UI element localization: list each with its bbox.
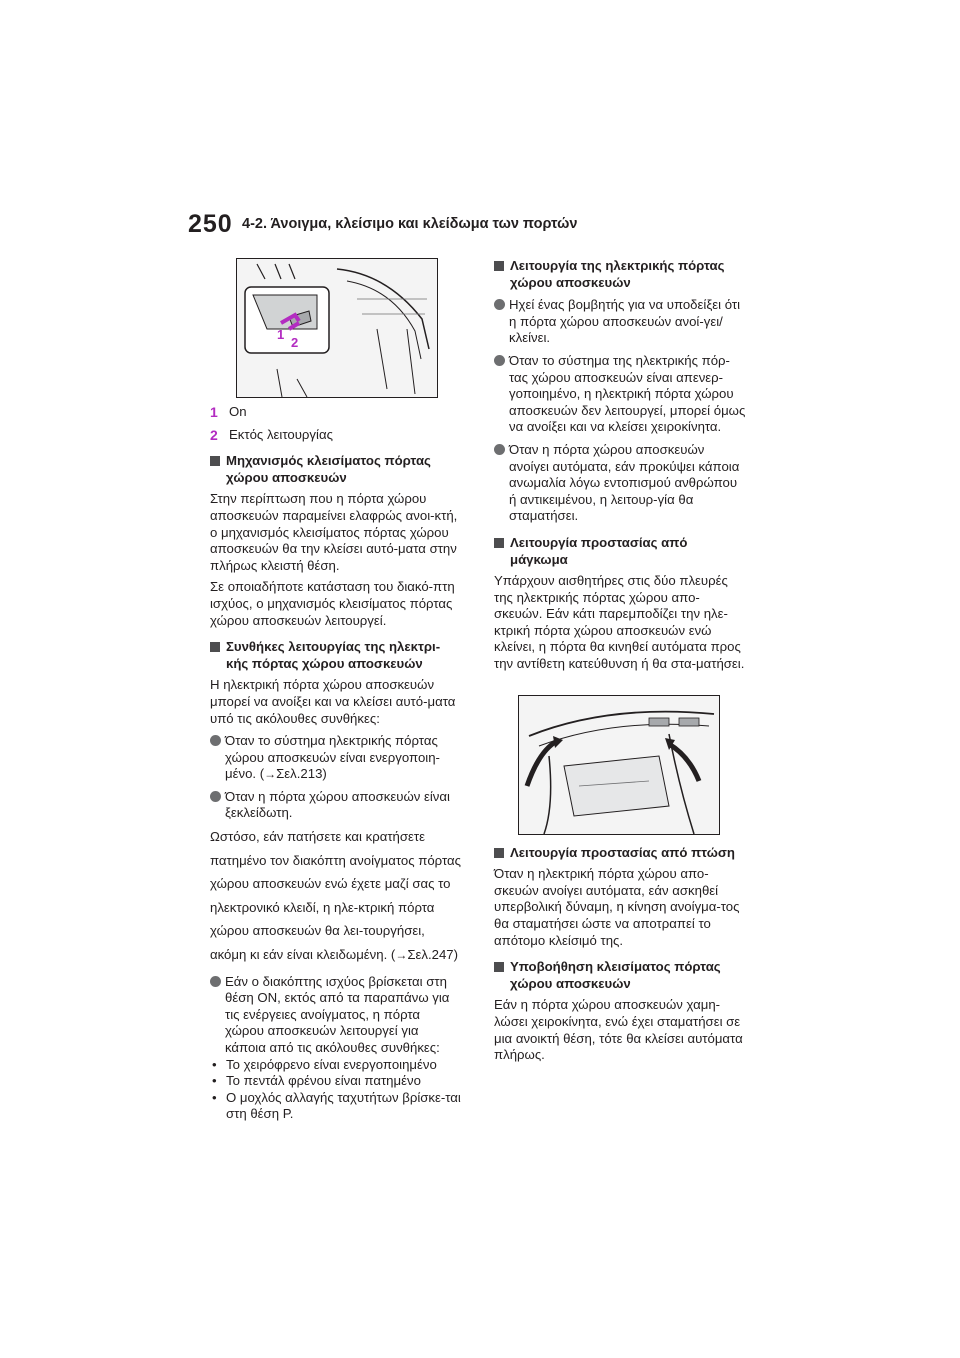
bullet-text: Όταν το σύστημα της ηλεκτρικής πόρ-τας χώρου αποσκευών είναι απενερ-γοποιημένο, η ηλεκτρική πόρτα χώρου αποσκευών δεν λειτουργεί, μπορεί όμως να ανοίξει και να κλείσει χειροκίνητα. xyxy=(509,352,746,435)
bullet-item xyxy=(494,353,746,436)
legend-item-2 xyxy=(210,427,462,444)
legend-text: On xyxy=(229,404,247,419)
sub-item xyxy=(210,1057,462,1074)
circle-bullet-icon xyxy=(494,444,505,455)
tailgate-switch-illustration xyxy=(236,258,438,398)
bullet-item xyxy=(210,733,462,783)
callout-2: 2 xyxy=(291,335,299,350)
bullet-item xyxy=(210,789,462,822)
bullet-text xyxy=(225,733,462,783)
square-bullet-icon xyxy=(210,456,220,466)
section-heading xyxy=(494,959,746,992)
square-bullet-icon xyxy=(494,962,504,972)
legend-number: 2 xyxy=(210,426,218,443)
sub-item xyxy=(210,1090,462,1123)
heading-text: Λειτουργία της ηλεκτρικής πόρτας χώρου αποσκευών xyxy=(510,258,725,290)
section-title: 4-2. Άνοιγμα, κλείσιμο και κλείδωμα των πορτών xyxy=(242,216,578,232)
bullet-item xyxy=(494,297,746,347)
paragraph: Υπάρχουν αισθητήρες στις δύο πλευρές της ηλεκτρικής πόρτας χώρου απο-σκευών. Εάν κάτι παρεμποδίζει την ηλε-κτρική πόρτα χώρου αποσκευών ενώ κλείνει, η πόρτα θα κινηθεί αυτόματα προς την αντίθετη κατεύθυνση ή θα στα-ματήσει. xyxy=(494,573,745,672)
bullet-item xyxy=(494,442,746,525)
dot-marker: • xyxy=(212,1073,217,1089)
paragraph-text: Ωστόσο, εάν πατήσετε και κρατήσετε πατημένο τον διακόπτη ανοίγματος πόρτας χώρου αποσκευών ενώ έχετε μαζί σας το ηλεκτρονικό κλειδί, η ηλε-κτρική πόρτα χώρου αποσκευών θα λει-τουργήσει, ακόμη κι εάν είναι κλειδωμένη. ( xyxy=(210,829,461,963)
tailgate-sensor-drawing xyxy=(519,696,719,834)
paragraph: Εάν η πόρτα χώρου αποσκευών χαμη-λώσει χειροκίνητα, ενώ έχει σταματήσει σε μια ανοικτή θέση, τότε θα κλείσει αυτόματα πλήρως. xyxy=(494,997,743,1063)
circle-bullet-icon xyxy=(210,735,221,746)
left-column xyxy=(210,258,462,1123)
section-heading xyxy=(494,258,746,291)
circle-bullet-icon xyxy=(494,355,505,366)
square-bullet-icon xyxy=(494,848,504,858)
paragraph: Στην περίπτωση που η πόρτα χώρου αποσκευών παραμείνει ελαφρώς ανοι-κτή, ο μηχανισμός κλεισίματος πόρτας χώρου αποσκευών θα την κλείσει αυτό-ματα στην πλήρως κλειστή θέση. xyxy=(210,491,458,573)
square-bullet-icon xyxy=(494,538,504,548)
circle-bullet-icon xyxy=(210,976,221,987)
sub-item-text: Το πεντάλ φρένου είναι πατημένο xyxy=(226,1073,421,1089)
section-heading xyxy=(210,453,462,486)
bullet-text: Εάν ο διακόπτης ισχύος βρίσκεται στη θέση ON, εκτός από τα παραπάνω για τις ενέργειες ανοίγματος, η πόρτα χώρου αποσκευών λειτουργεί για κάποια από τις ακόλουθες συνθήκες: xyxy=(225,973,450,1055)
square-bullet-icon xyxy=(210,642,220,652)
page-reference: Σελ.247) xyxy=(407,947,459,963)
arrow-icon: → xyxy=(395,948,408,963)
paragraph: Η ηλεκτρική πόρτα χώρου αποσκευών μπορεί να ανοίξει και να κλείσει αυτό-ματα υπό τις ακόλουθες συνθήκες: xyxy=(210,677,456,726)
heading-text: Υποβοήθηση κλεισίματος πόρτας χώρου αποσκευών xyxy=(510,959,721,991)
section-heading xyxy=(494,535,746,568)
heading-text: Συνθήκες λειτουργίας της ηλεκτρι-κής πόρτας χώρου αποσκευών xyxy=(226,639,441,671)
sub-item-text: Ο μοχλός αλλαγής ταχυτήτων βρίσκε-ται στη θέση P. xyxy=(226,1089,461,1122)
sub-item-text: Το χειρόφρενο είναι ενεργοποιημένο xyxy=(226,1056,437,1072)
bullet-text: Όταν η πόρτα χώρου αποσκευών ανοίγει αυτόματα, εάν προκύψει κάποια ανωμαλία λόγω εντοπισμού ανθρώπου ή αντικειμένου, η λειτουρ-γία θα σταματήσει. xyxy=(509,441,740,524)
right-column xyxy=(494,258,746,1064)
legend-text: Εκτός λειτουργίας xyxy=(229,426,333,442)
bullet-item xyxy=(210,974,462,1057)
page-number: 250 xyxy=(188,210,233,238)
heading-text: Μηχανισμός κλεισίματος πόρτας χώρου αποσκευών xyxy=(226,453,431,485)
legend-number: 1 xyxy=(210,404,218,420)
paragraph: Όταν η ηλεκτρική πόρτα χώρου απο-σκευών ανοίγει αυτόματα, εάν ασκηθεί υπερβολική δύναμη, η κίνηση ανοίγμα-τος θα σταματήσει ώστε να αποτραπεί το απότομο κλείσιμό της. xyxy=(494,866,740,948)
heading-text: Λειτουργία προστασίας από μάγκωμα xyxy=(510,534,688,567)
dot-marker: • xyxy=(212,1056,217,1072)
bullet-text: Ηχεί ένας βομβητής για να υποδείξει ότι η πόρτα χώρου αποσκευών ανοί-γει/κλείνει. xyxy=(509,297,740,346)
dot-marker: • xyxy=(212,1089,217,1105)
section-heading xyxy=(494,845,746,862)
heading-text: Λειτουργία προστασίας από πτώση xyxy=(510,844,735,860)
circle-bullet-icon xyxy=(494,299,505,310)
tailgate-switch-drawing xyxy=(237,259,437,397)
legend-item-1 xyxy=(210,404,462,421)
paragraph xyxy=(210,825,462,968)
arrow-icon: → xyxy=(264,767,277,782)
callout-1: 1 xyxy=(277,327,285,342)
square-bullet-icon xyxy=(494,261,504,271)
section-heading xyxy=(210,639,462,672)
bullet-text: Όταν η πόρτα χώρου αποσκευών είναι ξεκλείδωτη. xyxy=(225,788,450,821)
tailgate-sensor-illustration xyxy=(518,695,720,835)
bullet-text-main: Όταν το σύστημα ηλεκτρικής πόρτας χώρου αποσκευών είναι ενεργοποιη-μένο. ( xyxy=(225,733,440,782)
circle-bullet-icon xyxy=(210,791,221,802)
page-reference: Σελ.213) xyxy=(276,766,327,782)
sub-item xyxy=(210,1073,462,1090)
paragraph: Σε οποιαδήποτε κατάσταση του διακό-πτη ισχύος, ο μηχανισμός κλεισίματος πόρτας χώρου αποσκευών λειτουργεί. xyxy=(210,579,455,628)
